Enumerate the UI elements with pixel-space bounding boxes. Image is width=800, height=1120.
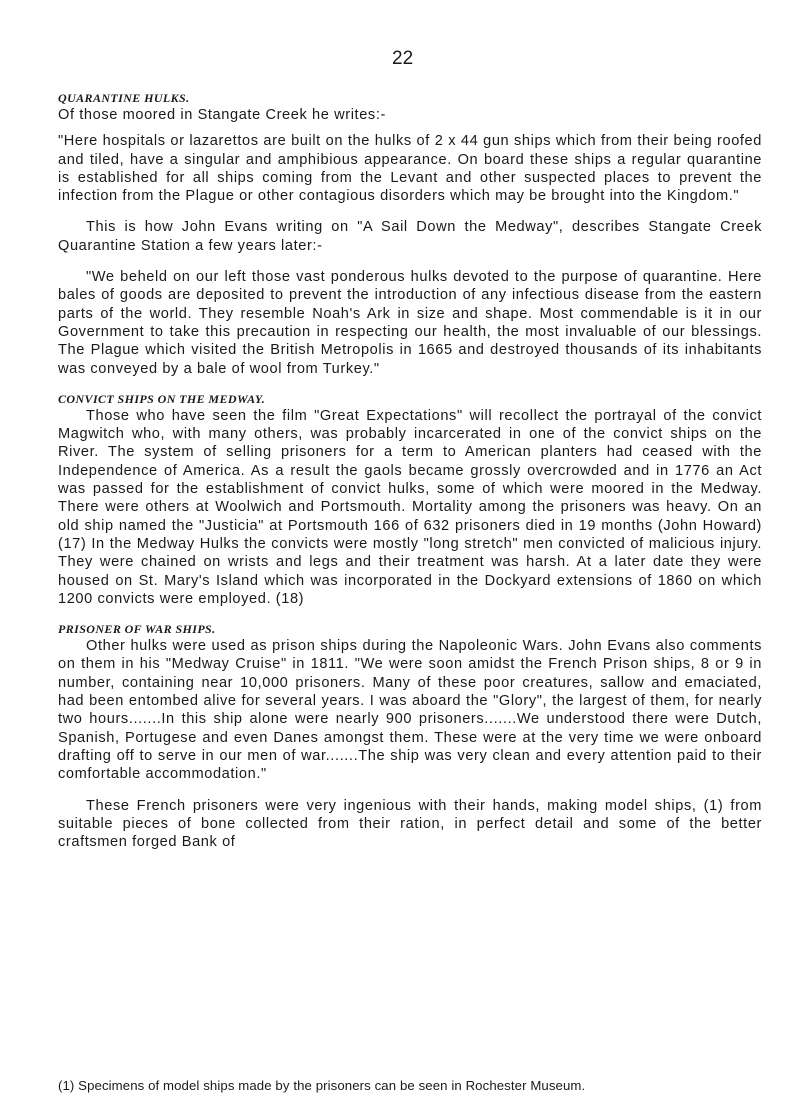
evans-description-paragraph: This is how John Evans writing on "A Sail Down the Medway", describes Stangate Creek Quarantine Station a few years later:- (58, 219, 762, 254)
page-body (58, 90, 762, 851)
convict-ships-heading: CONVICT SHIPS ON THE MEDWAY. (58, 391, 266, 406)
page-number: 22 (392, 48, 414, 69)
quarantine-quote-2: "We beheld on our left those vast ponderous hulks devoted to the purpose of quarantine. Here bales of goods are deposited to prevent the introduction of any infectious disease from the eastern parts of the world. They resemble Noah's Ark in size and shape. Most commendable is it in our Government to take this precaution in respecting our health, the most invaluable of our blessings. The Plague which visited the British Metropolis in 1665 and destroyed thousands of its inhabitants was conveyed by a bale of wool from Turkey." (58, 269, 762, 377)
convict-ships-paragraph: Those who have seen the film "Great Expectations" will recollect the portrayal of the convict Magwitch who, with many others, was probably incarcerated in one of the convict ships on the River. The system of selling prisoners for a term to American planters had ceased with the Independence of America. As a result the gaols became grossly overcrowded and in 1776 an Act was passed for the establishment of convict hulks, some of which were moored in the Medway. There were others at Woolwich and Portsmouth. Mortality among the prisoners was heavy. On an old ship named the "Justicia" at Portsmouth 166 of 632 prisoners died in 19 months (John Howard) (17) In the Medway Hulks the convicts were mostly "long stretch" men convicted of malicious injury. They were chained on wrists and legs and their treatment was harsh. At a later date they were housed on St. Mary's Island which was incorporated in the Dockyard extensions of 1860 on which 1200 convicts were employed. (18) (58, 407, 762, 607)
quarantine-hulks-heading: QUARANTINE HULKS. (58, 91, 190, 105)
quarantine-quote-1: "Here hospitals or lazarettos are built on the hulks of 2 x 44 gun ships which from their being roofed and tiled, have a singular and amphibious appearance. On board these ships a regular quarantine is established for all ships coming from the Levant and other suspected places to prevent the infection from the Plague or other contagious disorders which may be brought into the Kingdom." (58, 133, 762, 205)
footnote: (1) Specimens of model ships made by the prisoners can be seen in Rochester Museum. (58, 1078, 586, 1093)
prisoner-of-war-paragraph-1: Other hulks were used as prison ships during the Napoleonic Wars. John Evans also comments on them in his "Medway Cruise" in 1811. "We were soon amidst the French Prison ships, 8 or 9 in number, containing near 10,000 prisoners. Many of these poor creatures, sallow and emaciated, had been entombed alive for several years. I was aboard the "Glory", the largest of them, for nearly two hours.......In this ship alone were nearly 900 prisoners.......We understood there were Dutch, Spanish, Portugese and even Danes amongst them. These were at the very time we were onboard drafting off to serve in our men of war.......The ship was very clean and every attention paid to their comfortable accommodation." (58, 638, 762, 783)
prisoner-of-war-paragraph-2: These French prisoners were very ingenious with their hands, making model ships, (1) from suitable pieces of bone collected from their ration, in perfect detail and some of the better craftsmen forged Bank of (58, 797, 762, 851)
quarantine-intro: Of those moored in Stangate Creek he writes:- (58, 107, 386, 123)
prisoner-of-war-heading: PRISONER OF WAR SHIPS. (58, 622, 216, 637)
